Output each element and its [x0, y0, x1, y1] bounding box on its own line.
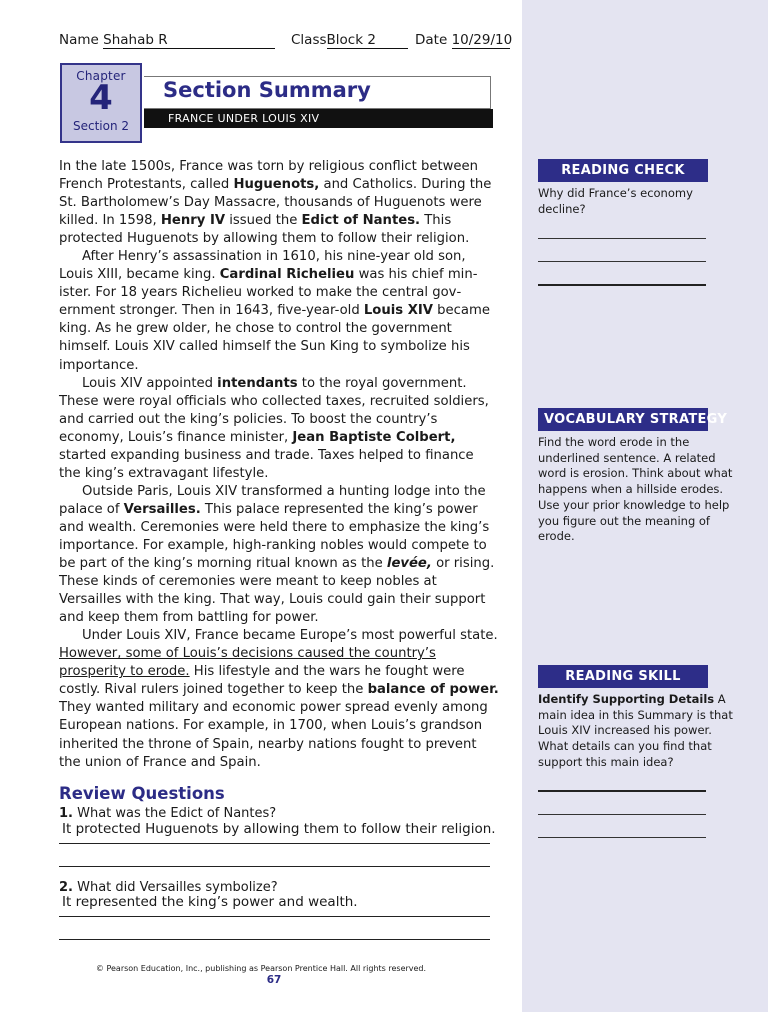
text-run: was his chief minister. For 18 years Richelieu worked to make the central government stronger. Then in 1643, five-year-old — [59, 267, 478, 319]
text-run: Under Louis XIV, France became Europe’s most powerful state. — [82, 628, 498, 644]
term-balance-of-power: balance of power. — [367, 682, 499, 698]
date-value[interactable]: 10/29/10 — [451, 32, 513, 48]
term-colbert: Jean Baptiste Colbert, — [292, 429, 456, 445]
answer-line[interactable] — [538, 814, 706, 815]
skill-name: Identify Supporting Details — [538, 692, 715, 706]
question-number: 2. — [59, 880, 73, 895]
term-levee: levée, — [386, 556, 432, 572]
page-number: 67 — [266, 974, 282, 986]
vocabulary-strategy-text: Find the word erode in the underlined sentence. A related word is erosion. Think about what happens when a hillside erodes. Use your prior knowledge to help you figure out the meaning of erode. — [538, 435, 733, 544]
class-value[interactable]: Block 2 — [327, 32, 408, 49]
summary-text — [59, 158, 499, 772]
answer-2[interactable]: It represented the king’s power and wealth. — [62, 894, 358, 910]
paragraph-2 — [59, 248, 499, 374]
date-field — [415, 32, 513, 49]
term-louis-xiv: Louis XIV — [363, 303, 433, 319]
text-run: They wanted military and economic power spread evenly among European nations. For example, in 1700, when Louis’s grandson inherited the throne of Spain, nearby nations fought to prevent the union of France and Spain. — [59, 700, 488, 770]
section-subtitle: FRANCE UNDER LOUIS XIV — [144, 109, 493, 128]
underlined-sentence: However, some of Louis’s decisions caused the country’s prosperity to erode. — [59, 646, 436, 680]
text-run: to the royal government. These were royal officials who collected taxes, recruited soldiers, and carried out the king’s policies. To boost the country’s economy, Louis’s finance minister, — [59, 375, 489, 445]
term-cardinal-richelieu: Cardinal Richelieu — [219, 267, 355, 283]
reading-skill-text — [538, 692, 738, 771]
paragraph-1 — [59, 158, 499, 248]
text-run: This protected Huguenots by allowing them to follow their religion. — [59, 213, 470, 247]
text-run: issued the — [225, 213, 302, 229]
section-label: Section 2 — [72, 119, 130, 133]
text-run: and Catholics. During the St. Bartholomew’s Day Massacre, thousands of Huguenots were killed. In 1598, — [59, 177, 492, 229]
name-value[interactable]: Shahab R — [103, 32, 275, 49]
name-field — [59, 32, 275, 49]
review-heading: Review Questions — [59, 784, 225, 803]
answer-line — [59, 843, 490, 844]
text-run: In the late 1500s, France was torn by religious conflict between French Protestants, called — [59, 159, 479, 193]
answer-line[interactable] — [538, 790, 706, 792]
text-run: After Henry’s assassination in 1610, his nine-year old son, Louis XIII, became king. — [59, 249, 466, 283]
text-run: started expanding business and trade. Taxes helped to finance the king’s extravagant lifestyle. — [59, 447, 474, 481]
answer-line[interactable] — [538, 238, 706, 239]
term-intendants: intendants — [217, 375, 298, 391]
chapter-number: 4 — [89, 78, 113, 118]
class-label: Class — [291, 32, 327, 48]
term-versailles: Versailles. — [123, 501, 201, 517]
reading-check-heading: READING CHECK — [538, 159, 708, 182]
answer-1[interactable]: It protected Huguenots by allowing them to follow their religion. — [62, 821, 496, 837]
page-title: Section Summary — [163, 78, 371, 102]
question-1 — [59, 806, 276, 821]
answer-line[interactable] — [538, 284, 706, 286]
answer-line — [59, 866, 490, 867]
text-run: Louis XIV appointed — [82, 375, 218, 391]
answer-line[interactable] — [538, 261, 706, 262]
text-run: This palace represented the king’s power and wealth. Ceremonies were held there to emphasize the king’s importance. For example, high-ranking nobles would compete to be part of the king’s morning ritual known as the — [59, 501, 490, 572]
paragraph-3 — [59, 375, 499, 483]
question-text: What was the Edict of Nantes? — [72, 806, 277, 821]
class-field — [291, 32, 408, 49]
chapter-badge — [60, 63, 142, 143]
answer-line[interactable] — [538, 837, 706, 838]
term-edict-of-nantes: Edict of Nantes. — [301, 213, 421, 229]
skill-prompt: A main idea in this Summary is that Louis XIV increased his power. What details can you find that support this main idea? — [538, 692, 733, 769]
question-text: What did Versailles symbolize? — [72, 880, 278, 895]
text-run: or rising. These kinds of ceremonies were meant to keep nobles at Versailles with the king. That way, Louis could gain their support and keep them from battling for power. — [59, 556, 495, 626]
date-label: Date — [415, 32, 448, 48]
reading-skill-heading: READING SKILL — [538, 665, 708, 688]
name-label: Name — [59, 32, 99, 48]
term-henry-iv: Henry IV — [160, 213, 226, 229]
vocabulary-strategy-heading: VOCABULARY STRATEGY — [538, 408, 708, 431]
question-2 — [59, 880, 278, 895]
text-run: Outside Paris, Louis XIV transformed a hunting lodge into the palace of — [59, 483, 486, 517]
paragraph-5 — [59, 627, 499, 771]
answer-line — [59, 916, 490, 917]
paragraph-4 — [59, 483, 499, 627]
answer-line — [59, 939, 490, 940]
reading-check-prompt: Why did France’s economy decline? — [538, 186, 693, 216]
term-huguenots: Huguenots, — [233, 177, 320, 193]
text-run: became king. As he grew older, he chose to control the government himself. Louis XIV called himself the Sun King to symbolize his importance. — [59, 303, 490, 373]
text-run: His lifestyle and the wars he fought were costly. Rival rulers joined together to keep the — [59, 664, 465, 698]
chapter-label: Chapter — [76, 69, 126, 83]
question-number: 1. — [59, 806, 73, 821]
copyright-notice: © Pearson Education, Inc., publishing as Pearson Prentice Hall. All rights reserved. — [95, 964, 427, 973]
